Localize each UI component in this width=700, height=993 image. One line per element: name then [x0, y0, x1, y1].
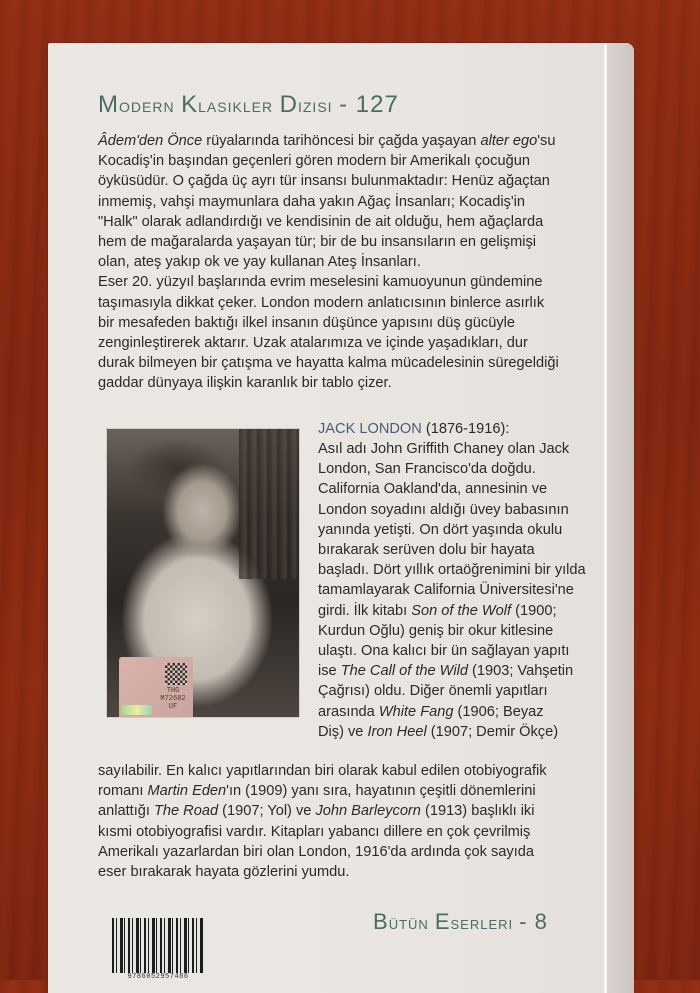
author-photo: [106, 428, 300, 718]
book-description: [98, 131, 608, 394]
bio-line: ise The Call of the Wild (1903; Vahşetin: [318, 663, 574, 680]
bio-line: Kurdun Oğlu) geniş bir okur kitlesine: [318, 622, 554, 639]
desc-line: gaddar dünyaya ilişkin karanlık bir tablo çizer.: [98, 375, 392, 392]
desc-line: zenginleştirerek aktarır. Uzak atalarımıza ve içinde yaşadıkları, dur: [98, 335, 528, 352]
desc-line: "Halk" olarak adlandırdığı ve kendisinin de ait olduğu, hem ağaçlarda: [98, 213, 544, 230]
desc-line: hem de mağaralarda yaşayan tür; bir de bu insansıların en gelişmişi: [98, 234, 537, 251]
hologram-sticker: [119, 657, 193, 718]
bio-line: tamamlayarak California Üniversitesi'ne: [318, 582, 574, 599]
qr-code-icon: [165, 663, 187, 685]
desc-line: öyküsüdür. O çağda üç ayrı tür insansı bulunmaktadır: Henüz ağaçtan: [98, 173, 550, 190]
bio-line: girdi. İlk kitabı Son of the Wolf (1900;: [318, 602, 557, 619]
desc-line: taşımasıyla dikkat çeker. London modern anlatıcısının binlerce asırlık: [98, 294, 545, 311]
bio-line: London soyadını aldığı üvey babasının: [318, 501, 569, 518]
bio-line: California Oakland'da, annesinin ve: [318, 481, 548, 498]
bio-line: arasında White Fang (1906; Beyaz: [318, 703, 544, 720]
bio-line: Asıl adı John Griffith Chaney olan Jack: [318, 441, 570, 457]
author-bio-side: [318, 439, 608, 742]
author-heading: [318, 419, 608, 439]
bio-line: Amerikalı yazarlardan biri olan London, 1916'da ardında çok sayıda: [98, 843, 535, 860]
book-back-cover: [48, 43, 634, 993]
bio-line: sayılabilir. En kalıcı yapıtlarından biri olarak kabul edilen otobiyografik: [98, 763, 547, 779]
author-dates: (1876-1916):: [421, 421, 510, 437]
bio-line: romanı Martin Eden'ın (1909) yanı sıra, hayatının çeşitli dönemlerini: [98, 783, 536, 800]
barcode-icon: [112, 918, 204, 973]
series-title: Modern Klasikler Dizisi - 127: [98, 91, 399, 118]
desc-line: Âdem'den Önce rüyalarında tarihöncesi bir çağda yaşayan alter ego'su: [98, 133, 556, 149]
photo-bookshelf: [239, 429, 299, 579]
bio-line: Diş) ve Iron Heel (1907; Demir Ökçe): [318, 723, 559, 740]
author-name: JACK LONDON: [318, 421, 422, 437]
sticker-code: THG M72682 UF: [160, 687, 186, 711]
bio-line: anlattığı The Road (1907; Yol) ve John Barleycorn (1913) başlıklı iki: [98, 803, 535, 820]
isbn-digits: 9786052957486: [127, 973, 189, 981]
desc-line: Kocadiş'in başından geçenleri gören modern bir Amerikalı çocuğun: [98, 153, 530, 170]
desc-line: Eser 20. yüzyıl başlarında evrim meselesini kamuoyunun gündemine: [98, 274, 543, 291]
desc-line: inmemiş, vahşi maymunlara daha yakın Ağaç İnsanları; Kocadiş'in: [98, 193, 526, 210]
bio-line: London, San Francisco'da doğdu.: [318, 461, 536, 478]
desc-line: durak bilmeyen bir çatışma ve hayatta kalma mücadelesinin süregeldiği: [98, 355, 559, 372]
bio-line: yanında yetişti. On dört yaşında okulu: [318, 521, 563, 538]
bio-line: ulaştı. Ona kalıcı bir ün sağlayan yapıtı: [318, 643, 570, 660]
desc-line: olan, ateş yakıp ok ve yay kullanan Ateş İnsanları.: [98, 254, 421, 271]
bio-line: eser bırakarak hayata gözlerini yumdu.: [98, 864, 350, 881]
cover-flap-edge: [608, 43, 634, 993]
bio-line: kısmi otobiyografisi vardır. Kitapları yabancı dillere en çok çevrilmiş: [98, 823, 531, 840]
bio-line: bırakarak serüven dolu bir hayata: [318, 542, 535, 559]
bio-line: başladı. Dört yıllık ortaöğrenimini bir yılda: [318, 562, 586, 579]
bio-line: Çağrısı) oldu. Diğer önemli yapıtları: [318, 683, 548, 700]
desc-line: bir mesafeden baktığı ilkel insanın düşünce yapısını düş gücüyle: [98, 314, 515, 331]
hologram-icon: [122, 705, 152, 715]
collected-works-label: Bütün Eserleri - 8: [373, 909, 548, 934]
author-bio-full: [98, 761, 608, 882]
